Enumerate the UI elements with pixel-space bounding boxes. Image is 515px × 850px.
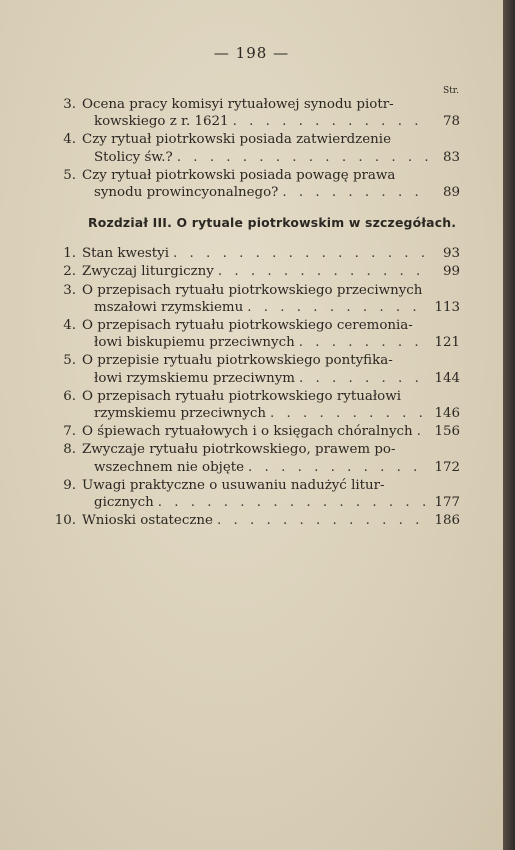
leader-dots [217,512,428,529]
toc-entry [62,477,460,511]
entry-title-line: Wnioski ostateczne [82,513,213,529]
toc-section-3 [54,245,460,529]
entry-page-number: 172 [434,459,460,475]
entry-page-number: 144 [434,370,460,386]
toc-entry [62,352,460,386]
entry-page-number: 78 [442,114,460,130]
entry-page-number: 186 [434,513,460,529]
entry-page-number: 177 [434,495,460,511]
entry-title-line: O przepisach rytuału piotrkowskiego rytuałowi [82,388,401,404]
entry-title-line: O przepisach rytuału piotrkowskiego ceremonia- [82,318,413,334]
page-number: — 198 — [213,44,290,62]
entry-title-line: O przepisach rytuału piotrkowskiego przeciwnych [82,282,423,298]
entry-title-line: wszechnem nie objęte [94,459,245,475]
entry-title-line: Zwyczaj liturgiczny [82,264,214,280]
leader-dots [248,459,428,476]
entry-number: 1. [63,246,76,262]
chapter-heading: Rozdział III. O rytuale piotrkowskim w szczegółach. [88,215,457,231]
leader-dots [247,299,428,316]
entry-title-line: łowi biskupiemu przeciwnych [94,335,295,351]
entry-title-line: Ocena pracy komisyi rytuałowej synodu piotr- [82,97,394,112]
leader-dots [177,149,428,166]
entry-page-number: 99 [442,264,460,280]
entry-title-line: Uwagi praktyczne o usuwaniu nadużyć litur- [82,477,385,493]
entry-title-line: łowi rzymskiemu przeciwnym [94,370,295,386]
entry-number: 6. [63,388,76,404]
entry-title-line: Zwyczaje rytuału piotrkowskiego, prawem po- [82,442,396,458]
entry-number: 9. [63,477,76,493]
leader-dots [233,113,428,130]
toc-entry [62,388,460,422]
entry-page-number: 93 [442,246,460,262]
entry-title-line: synodu prowincyonalnego? [94,185,279,201]
entry-number: 10. [54,513,76,529]
leader-dots [299,334,428,351]
entry-page-number: 146 [434,406,460,422]
book-cover-edge [503,0,515,850]
entry-number: 2. [63,264,76,280]
toc-entry [62,96,460,130]
entry-title-line: Czy rytuał piotrkowski posiada powagę prawa [82,167,396,183]
leader-dots [270,405,428,422]
leader-dots [299,370,428,387]
entry-number: 8. [63,442,76,458]
entry-page-number: 83 [442,149,460,165]
toc-entry [62,167,460,201]
toc-entry [62,263,460,280]
toc-entry [62,131,460,165]
toc-entry [62,317,460,351]
entry-number: 4. [63,132,76,148]
leader-dots [417,423,428,440]
entry-title-line: kowskiego z r. 1621 [94,114,229,130]
entry-number: 5. [63,167,76,183]
toc-entry [62,245,460,262]
table-of-contents [54,96,460,529]
page-column-label: Str. [443,86,459,96]
entry-number: 3. [63,97,76,112]
entry-title-line: rzymskiemu przeciwnych [94,406,266,422]
toc-entry [62,282,460,316]
entry-title-line: mszałowi rzymskiemu [94,299,244,315]
entry-page-number: 113 [434,299,460,315]
entry-page-number: 121 [434,335,460,351]
entry-number: 3. [63,282,76,298]
toc-entry [62,441,460,475]
toc-section-2-continued [62,96,460,201]
entry-title-line: Stolicy św.? [94,149,173,165]
entry-number: 4. [63,318,76,334]
leader-dots [218,263,428,280]
entry-title-line: Stan kwestyi [82,246,170,262]
entry-title-line: gicznych [94,495,154,511]
entry-page-number: 89 [442,185,460,201]
entry-title-line: O przepisie rytuału piotrkowskiego pontyfika- [82,353,393,369]
toc-entry [54,512,460,529]
leader-dots [282,184,428,201]
entry-number: 7. [63,424,76,440]
entry-page-number: 156 [434,424,460,440]
toc-entry [62,423,460,440]
entry-title-line: Czy rytuał piotrkowski posiada zatwierdzenie [82,132,391,148]
entry-title-line: O śpiewach rytuałowych i o księgach chóralnych [82,424,413,440]
leader-dots [158,494,428,511]
entry-number: 5. [63,353,76,369]
leader-dots [173,245,428,262]
